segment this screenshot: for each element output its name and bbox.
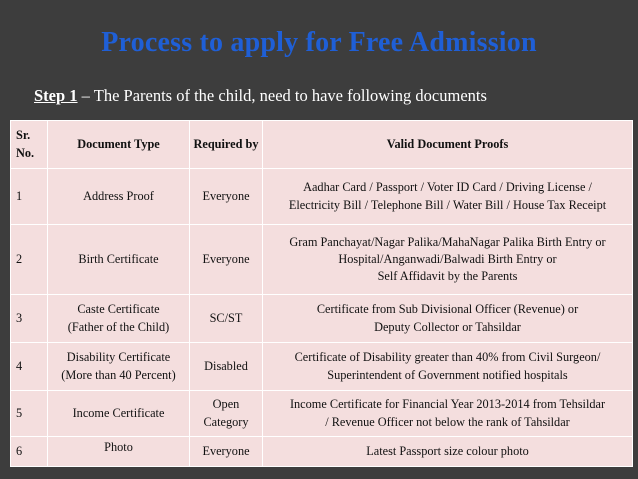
table-row	[11, 295, 633, 343]
step-description	[34, 86, 487, 106]
cell-line: Certificate of Disability greater than 40% from Civil Surgeon/	[294, 350, 601, 365]
cell-line: Electricity Bill / Telephone Bill / Water Bill / House Tax Receipt	[288, 197, 607, 212]
cell-line: Hospital/Anganwadi/Balwadi Birth Entry or	[338, 251, 557, 266]
cell-line: Open	[212, 397, 240, 412]
header-sr-no: Sr. No.	[11, 121, 48, 169]
header-valid-proofs: Valid Document Proofs	[263, 121, 633, 169]
cell-required-by	[190, 225, 263, 295]
cell-line: Disabled	[204, 358, 248, 373]
cell-line: Superintendent of Government notified hospitals	[327, 367, 568, 382]
cell-line: Everyone	[202, 251, 250, 266]
table-row	[11, 391, 633, 437]
cell-line: / Revenue Officer not below the rank of Tahsildar	[325, 414, 570, 429]
cell-valid-proofs	[263, 343, 633, 391]
cell-line: Income Certificate for Financial Year 2013-2014 from Tehsildar	[289, 397, 606, 412]
cell-sr-no: 5	[11, 391, 48, 437]
table-row	[11, 437, 633, 467]
cell-document-type	[48, 437, 190, 467]
cell-document-type	[48, 169, 190, 225]
cell-document-type	[48, 295, 190, 343]
cell-line: Photo	[104, 440, 133, 454]
table-row	[11, 169, 633, 225]
cell-document-type	[48, 391, 190, 437]
step-label: Step 1	[34, 86, 78, 105]
cell-line: Birth Certificate	[78, 251, 159, 266]
cell-line: Address Proof	[83, 188, 154, 203]
cell-line: (More than 40 Percent)	[61, 367, 176, 382]
cell-sr-no: 3	[11, 295, 48, 343]
cell-line: Aadhar Card / Passport / Voter ID Card / Driving License /	[303, 180, 592, 195]
cell-required-by	[190, 437, 263, 467]
cell-valid-proofs	[263, 391, 633, 437]
table-row	[11, 343, 633, 391]
cell-sr-no: 4	[11, 343, 48, 391]
cell-line: Gram Panchayat/Nagar Palika/MahaNagar Palika Birth Entry or	[289, 234, 606, 249]
cell-sr-no: 6	[11, 437, 48, 467]
table-row	[11, 225, 633, 295]
cell-line: Income Certificate	[72, 405, 165, 420]
cell-line: SC/ST	[209, 310, 243, 325]
cell-line: Deputy Collector or Tahsildar	[374, 319, 521, 334]
table-header-row	[11, 121, 633, 169]
cell-line: Latest Passport size colour photo	[366, 443, 529, 458]
documents-table	[10, 120, 633, 467]
cell-valid-proofs	[263, 169, 633, 225]
cell-required-by	[190, 391, 263, 437]
cell-line: Self Affidavit by the Parents	[377, 269, 518, 284]
cell-line: Everyone	[202, 443, 250, 458]
cell-valid-proofs	[263, 295, 633, 343]
cell-sr-no: 1	[11, 169, 48, 225]
cell-required-by	[190, 169, 263, 225]
cell-line: (Father of the Child)	[67, 319, 170, 334]
slide-title: Process to apply for Free Admission	[101, 27, 537, 58]
cell-line: Certificate from Sub Divisional Officer (Revenue) or	[316, 302, 579, 317]
cell-line: Category	[203, 414, 249, 429]
cell-required-by	[190, 295, 263, 343]
step-text: – The Parents of the child, need to have following documents	[77, 86, 487, 105]
cell-line: Caste Certificate	[77, 302, 160, 317]
cell-line: Disability Certificate	[66, 350, 171, 365]
cell-sr-no: 2	[11, 225, 48, 295]
cell-line: Everyone	[202, 188, 250, 203]
header-document-type: Document Type	[48, 121, 190, 169]
cell-document-type	[48, 343, 190, 391]
header-required-by: Required by	[190, 121, 263, 169]
cell-valid-proofs	[263, 225, 633, 295]
cell-document-type	[48, 225, 190, 295]
cell-valid-proofs	[263, 437, 633, 467]
cell-required-by	[190, 343, 263, 391]
